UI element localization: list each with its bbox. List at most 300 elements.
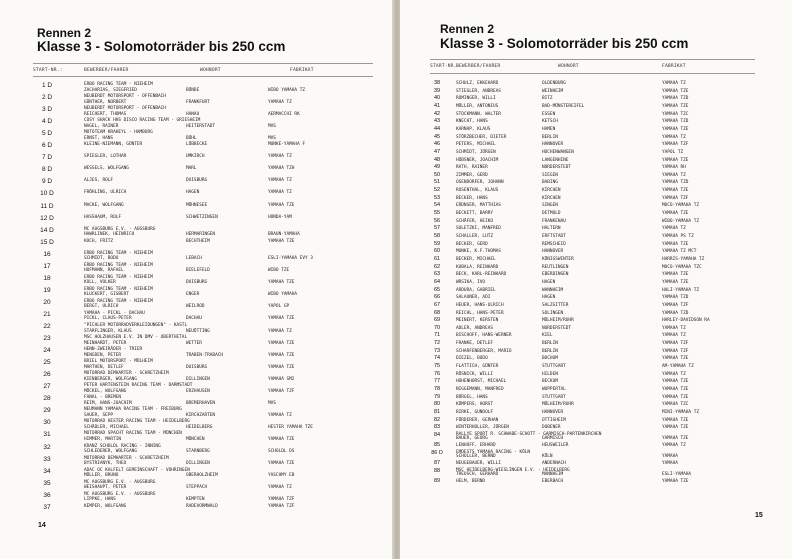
start-number: 18 — [43, 274, 51, 282]
entrant-line-1: STÖRZBECHER, DIETER — [456, 134, 507, 140]
make: YAMAHA TZE — [662, 272, 689, 278]
entry-row — [400, 348, 792, 355]
entrant-line-2: PICKL, CLAUS-PETER — [84, 316, 132, 322]
city: KIRCHEN — [542, 188, 561, 194]
city: HANNOVER — [542, 249, 564, 255]
city: BABING — [542, 180, 558, 186]
make: YAMAHA TZE — [268, 280, 295, 286]
entrant-line-2: GÜNTHER, NORBERT — [84, 99, 127, 105]
city: TRABEN-TRABACH — [186, 352, 224, 358]
city: HEITERSTADT — [186, 123, 216, 129]
entrant-line-1: WESSELS, WOLFGANG — [84, 166, 129, 172]
city: WEILROD — [186, 304, 205, 310]
make: YAMAHA TZE — [268, 352, 295, 358]
entry-row — [0, 394, 393, 407]
make: HARRIS-YAMAHA TZ — [662, 256, 705, 262]
city: RADEVORMWALD — [186, 503, 218, 509]
city: BOCHUM — [542, 356, 558, 362]
entrant-line-2: REICHERT, THOMAS — [84, 111, 127, 117]
start-number: 61 — [433, 255, 441, 262]
city: DOBENER — [542, 425, 561, 431]
entry-row — [400, 141, 792, 148]
entry-row — [0, 105, 393, 118]
entrant-line-1: MOTORRAD HESTER RACING TEAM - HEIDELBERG — [84, 419, 190, 425]
make: YAMAHA TZ — [268, 190, 292, 196]
entrant-line-2: SAUER, SEPP — [84, 412, 114, 418]
col-start-nr: START-NR.: — [430, 64, 460, 69]
entrant-line-1: HÜBSNER, JOACHIM — [456, 157, 499, 163]
start-number: 85 — [433, 442, 441, 449]
make: YAMAHA TZF — [268, 503, 295, 509]
start-number: 56 — [433, 217, 441, 224]
entrant-line-1: ERBO RACING TEAM - NIEHEIM — [84, 262, 153, 268]
entry-row — [400, 442, 792, 449]
entrant-line-1: PETERS, MICHAEL — [456, 142, 496, 148]
start-number: 58 — [433, 233, 441, 239]
make: MVS — [268, 135, 276, 141]
start-number: 17 — [43, 262, 51, 270]
entry-row — [400, 195, 792, 202]
entry-row — [0, 153, 393, 166]
entry-row — [0, 177, 393, 190]
entry-row — [400, 80, 792, 87]
city: MÜLHEIM/RUHR — [542, 318, 574, 324]
city: BIELEFELD — [186, 268, 210, 274]
make: YAMAHA TZF — [662, 302, 689, 308]
city: DUISBURG — [186, 178, 208, 184]
city: KÖNIGSWINTER — [542, 256, 574, 262]
city: HEUSWEILER — [542, 443, 569, 449]
city: BERLIN — [542, 341, 558, 347]
start-number: 52 — [433, 187, 441, 194]
entrant-line-1: DIEZEL, BODO — [456, 356, 488, 362]
city: HILDEN — [542, 371, 558, 377]
entrant-line-1: KOCH, FRITZ — [84, 238, 114, 244]
make: YAMAHA TZF — [662, 195, 689, 201]
entry-row — [400, 424, 792, 431]
entrant-line-1: HASSHAUM, ROLF — [84, 214, 122, 220]
start-number: 47 — [433, 148, 441, 155]
entrant-line-2: SCHLEDERER, WOLFGANG — [84, 449, 137, 454]
city: BÜHL — [186, 135, 197, 141]
city: HALTERN — [542, 226, 561, 232]
make: YAMAHA TZE — [662, 279, 689, 285]
city: KIEL — [542, 333, 553, 339]
city: BECKUM — [542, 379, 558, 385]
city: WEINHEIM — [542, 88, 564, 94]
class-heading: Klasse 3 - Solomotorräder bis 250 ccm — [37, 39, 286, 54]
start-number: 22 — [43, 323, 51, 330]
entry-row — [400, 88, 792, 95]
city: SOLINGEN — [542, 310, 564, 316]
make: YAMAHA TZE — [662, 479, 689, 485]
start-number: 34 — [43, 467, 51, 475]
entrant-line-2: SCHÄDLER, MICHAEL — [84, 424, 129, 430]
make: HESTER YAMAHA TZE — [268, 424, 313, 430]
entrant-line-2: KOLL, VOLKER — [84, 280, 116, 286]
city: HEIDELBERG — [186, 424, 213, 430]
make: YAMAHA TZ — [662, 325, 686, 331]
make: YAMAHA RH — [662, 165, 686, 171]
entrant-line-1: RÖSNICK, WILLI — [456, 371, 494, 377]
make: YAMAHA TZ — [662, 371, 686, 377]
start-number: 25 — [43, 359, 51, 367]
start-number: 89 — [433, 478, 441, 485]
make: YAMAHA TZD — [662, 295, 689, 301]
make: WIBO-YAMAHA TZ — [662, 218, 700, 224]
entrant-line-1: NEUBERDT MOTORSPORT - OFFENBACH — [84, 94, 166, 100]
entrant-line-1: HOHENHORST, MICHAEL — [456, 379, 507, 385]
entry-row — [400, 271, 792, 278]
city: STUTTGART — [542, 394, 566, 400]
start-number: 54 — [433, 202, 441, 209]
header-rule-top — [33, 63, 373, 64]
entrant-line-1: NEUGEBAUER, WILLI — [456, 461, 501, 467]
header-rule-bottom — [430, 73, 755, 74]
entrant-line-1: ERBO RACING TEAM - NIEHEIM — [84, 286, 153, 292]
make: YAMAHA TZ — [268, 412, 292, 418]
entry-row — [0, 443, 393, 456]
start-number: 57 — [433, 225, 441, 232]
entry-row — [400, 248, 792, 255]
make: YAMAHA TZD — [662, 180, 689, 186]
entrant-line-1: MOTOTEAM KRAHEYL - HAMBURG — [84, 130, 153, 136]
entrant-line-1: MACKE, WOLFGANG — [84, 202, 124, 208]
entrant-line-1: REICHL, HANS-PETER — [456, 310, 504, 316]
entrant-line-2: BYSTRIANYK, THEO — [84, 461, 127, 467]
make: MOCO-YAMAHA TZ — [662, 203, 700, 209]
city: SALZGITTER — [542, 302, 569, 308]
entrant-line-1: SCHARFENBERGER, MARIO — [456, 348, 512, 354]
entrant-line-1: NEUBERDT MOTORSPORT - OFFENBACH — [84, 106, 166, 112]
entrant-line-1: EMDESTS YAMAHA RACING - KÖLN — [456, 449, 531, 455]
start-number: 32 — [43, 443, 51, 451]
city: MANNHEIM — [542, 472, 564, 478]
entry-row — [400, 187, 792, 194]
entry-row — [0, 93, 393, 106]
city: HANNOVER — [542, 409, 564, 415]
entry-row — [400, 179, 792, 186]
entry-row — [0, 81, 393, 94]
entrant-line-1: "PICHLER MOTORRADVERKLEIDUNGEN" - KASTL — [84, 323, 188, 328]
city: EBERDINGEN — [542, 272, 569, 278]
entrant-line-1: BECKER, GERD — [456, 241, 488, 247]
make: YAMAHA TZE — [268, 364, 295, 370]
city: BITZ — [542, 96, 553, 102]
city: HOCHENWANGEN — [542, 149, 574, 155]
city: REUTLINGEN — [542, 264, 569, 270]
make: ESLI-YAMAHA — [662, 472, 692, 478]
make: YAMAHA TZF — [662, 341, 689, 347]
start-number: 16 — [43, 250, 51, 258]
start-number: 23 — [43, 335, 51, 343]
entrant-line-1: RALLYE SPORT R. SCHWABE-SCHOTT - GARMISCH-PARTENKIRCHEN — [456, 431, 602, 437]
entrant-line-1: KEMPER, WOLFGANG — [84, 503, 127, 509]
start-number: 66 — [433, 294, 441, 301]
start-number: 26 — [43, 371, 51, 379]
entrant-line-1: HEUER, HANS-ULRICH — [456, 302, 504, 308]
make: YAMAHA TZF — [662, 348, 689, 354]
city: LÜBBECKE — [186, 142, 208, 148]
entrant-line-2: KLUCKERT, GISBERT — [84, 292, 129, 298]
make: YAMAHA TZE — [662, 157, 689, 163]
make: YAMAHA TZE — [662, 417, 689, 423]
start-number: 10 D — [40, 190, 54, 198]
make: YAPOL TZ — [662, 149, 684, 155]
entrant-line-1: SPIEGLER, LOTHAR — [84, 154, 127, 160]
entrant-line-2: MARTHEN, DETLEF — [84, 364, 124, 370]
col-city: WOHNORT — [200, 68, 221, 73]
entrant-line-1: RATH, RAINER — [456, 165, 488, 171]
entrant-line-1: ADAC OC KALFELT GEMEINSCHAFT - VOHRINGEN — [84, 467, 190, 473]
city: HAGEN — [542, 279, 556, 285]
start-number: 39 — [433, 87, 441, 94]
city: UMKIRCH — [186, 154, 205, 160]
entrant-line-1: FANAL - BREMEN — [84, 395, 122, 401]
entrant-line-1: WRSIKA, IVO — [456, 279, 486, 285]
start-number: 53 — [433, 194, 441, 201]
entry-row — [400, 149, 792, 156]
entrant-line-1: NIGGEMANN, MANFRED — [456, 387, 504, 392]
entrant-line-2: STARFLINGER, KLAUS — [84, 328, 132, 334]
entrant-line-1: MSC HEIDELBERG-WIESLINGEN E.V. - HEIDELBERG — [456, 468, 570, 473]
entrant-line-2: TREUSCH, GERHARD — [456, 472, 499, 478]
make: ESLI-YAMAHA EVY 3 — [268, 256, 313, 262]
start-number: 55 — [433, 210, 441, 217]
entry-row — [0, 503, 393, 516]
make: YAMAHA TZ — [268, 99, 292, 105]
city: ANDERNACH — [542, 461, 566, 467]
city: BERLIN — [542, 134, 558, 140]
entry-row — [400, 111, 792, 118]
city: STARNBERG — [186, 449, 210, 454]
entrant-line-1: SCHALLER, LUTZ — [456, 234, 494, 239]
make: AM-YAMAHA TZ — [662, 364, 694, 370]
entrant-line-1: ROSENTHAL, KLAUS — [456, 188, 499, 194]
start-number: 51 — [433, 179, 441, 186]
make: MOCO-YAMAHA TZC — [662, 264, 702, 270]
start-number: 15 D — [40, 238, 54, 246]
start-number: 49 — [433, 164, 441, 171]
make: YAMAHA TZE — [662, 103, 689, 109]
entry-row — [0, 165, 393, 178]
start-number: 74 — [433, 355, 441, 362]
entry-row — [0, 141, 393, 154]
start-number: 88 — [433, 468, 441, 474]
entrant-line-1: MEINERT, KERSTEN — [456, 318, 499, 324]
entrant-line-1: NEUMANN YAMAHA RACING TEAM - FREIBURG — [84, 407, 182, 413]
entrant-line-1: BECK, KARL-REINHARD — [456, 272, 507, 278]
entrant-line-1: BECKER, MICHAEL — [456, 256, 496, 262]
entrant-line-1: ADLER, ANDREAS — [456, 325, 494, 331]
entrant-line-1: HELM, BERND — [456, 479, 486, 485]
entry-row — [400, 264, 792, 271]
city: NORDERSTEDT — [542, 165, 572, 171]
city: DILLINGEN — [186, 461, 210, 467]
entry-row — [0, 406, 393, 419]
entrant-line-1: BISCHOFF, HANS-WERNER — [456, 333, 512, 339]
start-number: 63 — [433, 271, 441, 278]
entry-row — [400, 164, 792, 171]
entry-row — [400, 317, 792, 324]
start-number: 67 — [433, 301, 441, 308]
col-city: WOHNORT — [558, 64, 579, 69]
make: YAMAHA TZF — [268, 388, 295, 394]
start-number: 41 — [433, 102, 441, 109]
entrant-line-2: ERNST, HANS — [84, 135, 114, 141]
entrant-line-2: MENGDEN, PETER — [84, 352, 122, 358]
start-number: 31 — [43, 431, 51, 439]
entrant-line-1: FRANKE, DETLEF — [456, 341, 494, 347]
entry-row — [400, 363, 792, 370]
start-number: 48 — [433, 156, 441, 163]
entrant-line-2: SCHULLER, BERND — [456, 454, 496, 460]
entrant-line-1: KRANZ SCHOLDL RACING - INNING — [84, 443, 161, 449]
entry-row — [0, 310, 393, 323]
city: DETMOLD — [542, 211, 561, 217]
make: YAMAHA TZE — [662, 188, 689, 194]
city: MÜNCHEN — [186, 436, 205, 442]
entry-row — [400, 417, 792, 424]
make: YAMAHA TZE — [662, 356, 689, 362]
entry-row — [400, 157, 792, 164]
city: KEMPTEN — [186, 497, 205, 503]
entrant-line-1: ERBO RACING TEAM - NIEHEIM — [84, 274, 153, 280]
entry-row — [400, 325, 792, 332]
entry-row — [400, 371, 792, 378]
entrant-line-1: SCHÄFER, HEIKO — [456, 218, 494, 224]
make: YAMAHA TZE — [662, 126, 689, 132]
city: OBERHOLZHEIM — [186, 473, 218, 479]
start-number: 21 — [43, 310, 51, 318]
entrant-line-1: FRÖHLING, ULRICH — [84, 190, 127, 196]
make: YAMAHA TZ — [662, 134, 686, 140]
make: YAMAHA TZF — [268, 497, 295, 503]
left-page — [0, 0, 393, 559]
city: MÜLHEIM/RUHR — [542, 402, 574, 408]
entry-row — [400, 460, 792, 467]
city: HERMARINGEN — [186, 232, 216, 238]
entry-row — [400, 241, 792, 248]
start-number: 79 — [433, 393, 441, 400]
make: YAMAHA TZE — [268, 436, 295, 442]
entry-row — [400, 386, 792, 393]
start-number: 6 D — [41, 142, 53, 150]
entrant-line-1: MSC HOLZHAUSEN E.V. IN DMV - OBERTHETAL — [84, 335, 188, 341]
entry-row — [400, 450, 792, 459]
start-number: 69 — [433, 317, 441, 324]
entrant-line-2: BERGT, ULRICH — [84, 304, 119, 310]
entry-row — [0, 286, 393, 299]
entry-row — [0, 129, 393, 142]
city: LEBACH — [186, 256, 202, 262]
start-number: 44 — [433, 125, 441, 132]
make: YAMAHA — [662, 461, 678, 467]
start-number: 87 — [433, 460, 441, 467]
make: YAMAHA TZE — [662, 241, 689, 247]
entry-row — [400, 134, 792, 141]
start-number: 29 — [43, 407, 51, 415]
entrant-line-1: BÜRGEL, HANS — [456, 394, 488, 400]
city: BÜNDE — [186, 87, 200, 93]
entry-row — [400, 310, 792, 317]
make: MVS — [268, 123, 276, 129]
make: YAMAHA TZH — [268, 166, 295, 172]
entrant-line-1: KNECHT, HANS — [456, 119, 488, 125]
city: BREMERHAVEN — [186, 400, 216, 406]
col-start-nr: START-NR.: — [33, 68, 63, 73]
start-number: 7 D — [41, 154, 53, 162]
city: DUISBURG — [186, 364, 208, 370]
entrant-line-2: HIMMER, MARTIN — [84, 436, 122, 442]
entrant-line-1: ARDURA, GABRIEL — [456, 287, 496, 293]
entry-row — [0, 430, 393, 443]
start-number: 9 D — [41, 178, 53, 186]
make: BRAUN-YAMAHA — [268, 232, 300, 238]
make: YAMAHA TZE — [662, 394, 689, 400]
make: YAMAHA TZE — [268, 238, 295, 244]
start-number: 50 — [433, 171, 441, 178]
class-heading: Klasse 3 - Solomotorräder bis 250 ccm — [440, 36, 689, 51]
entrant-line-1: SALAUNER, ADI — [456, 295, 491, 301]
entrant-line-1: KLEINE-NIEMANN, GÜNTER — [84, 142, 143, 148]
start-number: 42 — [433, 110, 441, 117]
city: ERFTSTADT — [542, 234, 566, 239]
start-number: 14 D — [40, 226, 54, 234]
city: KÖLN — [542, 454, 553, 460]
start-number: 82 — [433, 416, 441, 423]
make: YAMAHA TZE — [662, 88, 689, 94]
entry-row — [400, 302, 792, 309]
start-number: 24 — [43, 347, 51, 355]
start-number: 27 — [43, 383, 51, 391]
start-number: 78 — [433, 386, 441, 392]
entry-row — [400, 210, 792, 217]
start-number: 37 — [43, 503, 51, 511]
city: KETSCH — [542, 119, 558, 125]
start-number: 60 — [433, 248, 441, 255]
start-number: 30 — [43, 419, 51, 427]
city: SCHWETZINGEN — [186, 214, 218, 220]
city: NORDERSTEDT — [542, 325, 572, 331]
entrant-line-1: MC AUGSBURG E.V. - AUGSBURG — [84, 479, 156, 485]
entry-row — [400, 118, 792, 125]
entry-row — [0, 334, 393, 347]
entrant-line-1: MOTORRAD DEMHARTER - SCHRETZHEIM — [84, 371, 169, 377]
entrant-line-1: ERBO RACING TEAM - NIEHEIM — [84, 298, 153, 304]
make: YAMAHA — [662, 454, 678, 460]
city: BERLIN — [542, 348, 558, 354]
make: YAMAHA TZE — [268, 340, 295, 346]
city: EBERBACH — [542, 479, 564, 485]
make: YAMAHA TZE — [662, 379, 689, 385]
start-number: 70 — [433, 324, 441, 331]
make: WIBO TZE — [268, 268, 290, 274]
make: YAMAHA TZ — [268, 178, 292, 184]
entry-row — [400, 340, 792, 347]
make: SCHOLDL DS — [268, 449, 295, 454]
start-number: 72 — [433, 340, 441, 347]
col-entrant: BEWERBER/FAHRER — [456, 64, 501, 69]
entrant-line-1: YAMAHA - PICKL - DACHAU — [84, 310, 145, 316]
entrant-line-1: PETER HARTENSTEIN RACING TEAM - DARMSTADT — [84, 383, 193, 389]
entrant-line-2: BAUER, GEORG — [456, 436, 488, 442]
city: OTTIGHEIM — [542, 417, 566, 423]
entrant-line-1: MOTORRAD DEMHARTER - SCHRETZHEIM — [84, 455, 169, 461]
page-number: 14 — [38, 522, 46, 529]
make: HALI-YAMAHA TZ — [662, 287, 700, 293]
start-number: 2 D — [41, 94, 53, 102]
